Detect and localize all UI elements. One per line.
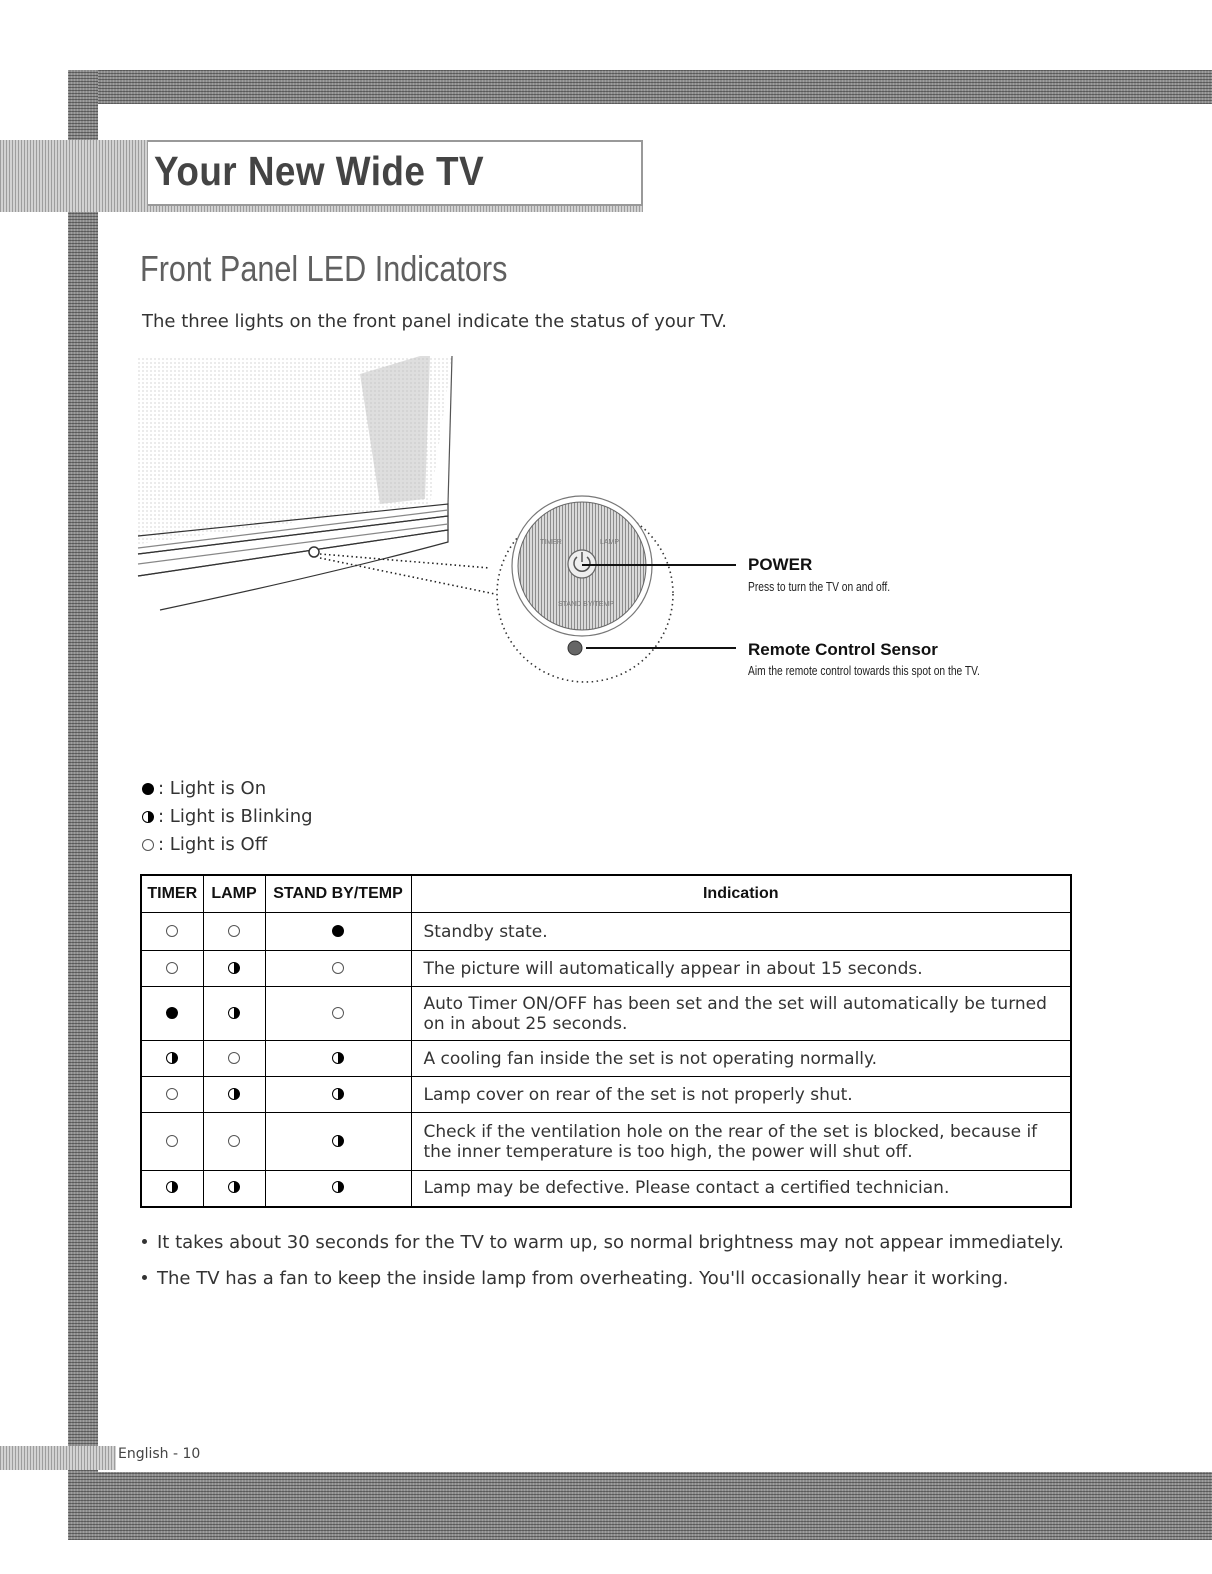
- cell-timer: [141, 1113, 203, 1171]
- cell-indication: The picture will automatically appear in about 15 seconds.: [411, 951, 1071, 987]
- light-blinking-icon: [332, 1088, 344, 1100]
- cell-lamp: [203, 951, 265, 987]
- light-blinking-icon: [332, 1052, 344, 1064]
- light-blinking-icon: [142, 811, 154, 823]
- cell-timer: [141, 913, 203, 951]
- page-number: English - 10: [118, 1446, 201, 1462]
- light-off-icon: [332, 962, 344, 974]
- legend-item-off: : Light is Off: [142, 834, 267, 855]
- light-off-icon: [166, 1135, 178, 1147]
- footer-pattern: [0, 1446, 116, 1470]
- legend-item-blink: : Light is Blinking: [142, 806, 313, 827]
- sensor-callout-title: Remote Control Sensor: [748, 640, 938, 659]
- cell-lamp: [203, 1041, 265, 1077]
- legend-item-on: : Light is On: [142, 778, 266, 799]
- cell-indication: Lamp cover on rear of the set is not properly shut.: [411, 1077, 1071, 1113]
- cell-standby: [265, 987, 411, 1041]
- light-blinking-icon: [228, 1088, 240, 1100]
- chapter-title-box: [148, 140, 643, 206]
- bullet-icon: [142, 1275, 147, 1280]
- header-indication: Indication: [411, 875, 1071, 913]
- bullet-icon: [142, 1239, 147, 1244]
- light-off-icon: [228, 925, 240, 937]
- power-callout-title: POWER: [748, 555, 813, 574]
- table-row: [141, 913, 1071, 951]
- table-row: [141, 1041, 1071, 1077]
- light-blinking-icon: [228, 962, 240, 974]
- table-row: [141, 1113, 1071, 1171]
- light-blinking-icon: [228, 1181, 240, 1193]
- light-off-icon: [166, 1088, 178, 1100]
- cell-timer: [141, 1041, 203, 1077]
- chapter-title: Your New Wide TV: [154, 148, 485, 194]
- cell-indication: A cooling fan inside the set is not operating normally.: [411, 1041, 1071, 1077]
- light-blinking-icon: [332, 1181, 344, 1193]
- light-on-icon: [166, 1007, 178, 1019]
- light-blinking-icon: [228, 1007, 240, 1019]
- cell-indication: Standby state.: [411, 913, 1071, 951]
- cell-lamp: [203, 1171, 265, 1207]
- cell-timer: [141, 1077, 203, 1113]
- cell-standby: [265, 951, 411, 987]
- table-header-row: [141, 875, 1071, 913]
- table-row: [141, 1171, 1071, 1207]
- panel-label-standby: STAND BY/TEMP: [558, 601, 614, 608]
- header-timer: TIMER: [141, 875, 203, 913]
- light-blinking-icon: [166, 1052, 178, 1064]
- table-row: [141, 1077, 1071, 1113]
- front-led-marker: [309, 547, 319, 557]
- remote-sensor-dot: [568, 641, 582, 655]
- cell-lamp: [203, 1077, 265, 1113]
- light-on-icon: [142, 783, 154, 795]
- cell-lamp: [203, 987, 265, 1041]
- table-row: [141, 951, 1071, 987]
- light-off-icon: [228, 1052, 240, 1064]
- cell-timer: [141, 987, 203, 1041]
- cell-indication: Auto Timer ON/OFF has been set and the set will automatically be turned on in about 25 seconds.: [411, 987, 1071, 1041]
- panel-label-timer: TIMER: [540, 539, 562, 546]
- note-item: It takes about 30 seconds for the TV to warm up, so normal brightness may not appear immediately.: [142, 1232, 1064, 1253]
- led-indicator-table: [140, 874, 1072, 1208]
- light-off-icon: [142, 839, 154, 851]
- section-title: Front Panel LED Indicators: [140, 248, 508, 289]
- chapter-title-pattern: [0, 140, 148, 208]
- sensor-callout-desc: Aim the remote control towards this spot on the TV.: [748, 664, 980, 678]
- intro-text: The three lights on the front panel indicate the status of your TV.: [142, 311, 728, 332]
- light-on-icon: [332, 925, 344, 937]
- power-callout-desc: Press to turn the TV on and off.: [748, 580, 891, 594]
- cell-indication: Check if the ventilation hole on the rear of the set is blocked, because if the inner temperature is too high, the power will shut off.: [411, 1113, 1071, 1171]
- cell-standby: [265, 1113, 411, 1171]
- header-lamp: LAMP: [203, 875, 265, 913]
- light-off-icon: [332, 1007, 344, 1019]
- cell-lamp: [203, 913, 265, 951]
- note-item: The TV has a fan to keep the inside lamp from overheating. You'll occasionally hear it working.: [142, 1268, 1008, 1289]
- panel-label-lamp: LAMP: [600, 539, 620, 546]
- top-decorative-band: [68, 70, 1212, 104]
- left-decorative-band: [68, 70, 98, 1540]
- light-blinking-icon: [166, 1181, 178, 1193]
- light-off-icon: [228, 1135, 240, 1147]
- cell-indication: Lamp may be defective. Please contact a certified technician.: [411, 1171, 1071, 1207]
- cell-standby: [265, 1041, 411, 1077]
- cell-lamp: [203, 1113, 265, 1171]
- cell-timer: [141, 1171, 203, 1207]
- header-standby: STAND BY/TEMP: [265, 875, 411, 913]
- chapter-title-underline: [0, 206, 643, 212]
- light-off-icon: [166, 962, 178, 974]
- cell-timer: [141, 951, 203, 987]
- bottom-decorative-band: [68, 1472, 1212, 1540]
- cell-standby: [265, 913, 411, 951]
- light-off-icon: [166, 925, 178, 937]
- light-blinking-icon: [332, 1135, 344, 1147]
- table-row: [141, 987, 1071, 1041]
- cell-standby: [265, 1171, 411, 1207]
- cell-standby: [265, 1077, 411, 1113]
